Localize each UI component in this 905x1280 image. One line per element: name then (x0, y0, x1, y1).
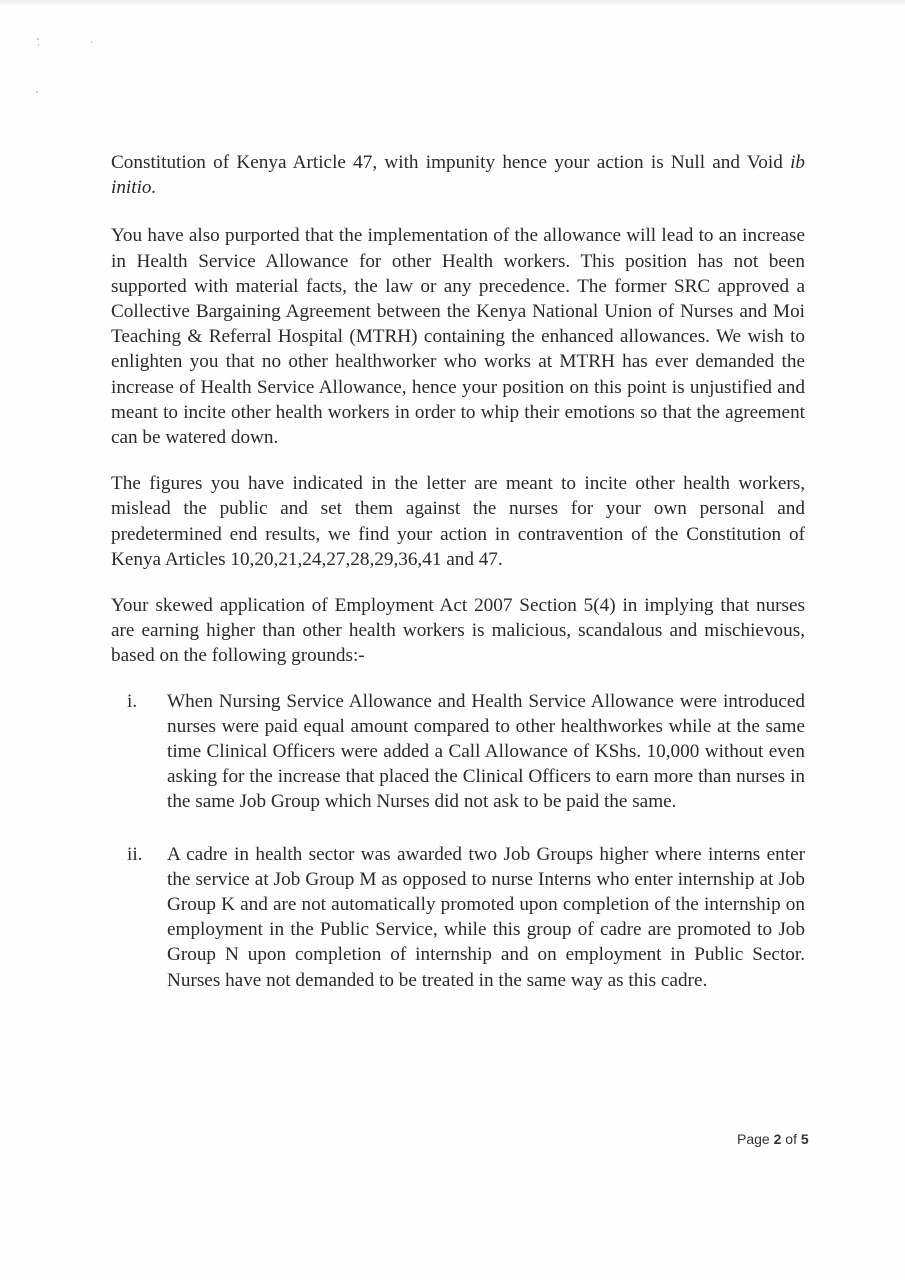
scan-speck (91, 41, 92, 43)
list-marker: i. (127, 690, 138, 712)
grounds-list-item (111, 842, 805, 993)
scan-speck (36, 91, 38, 93)
latin-phrase: ib initio. (111, 152, 805, 199)
total-pages: 5 (800, 1131, 809, 1147)
paragraph-figures-incite: The figures you have indicated in the letter are meant to incite other health workers, mislead the public and set them against the nurses for your own personal and predetermined end results, we find your action in contravention of the Constitution of Kenya Articles 10,20,21,24,27,28,29,36,41 and 47. (111, 473, 805, 570)
scan-speck (37, 38, 39, 40)
paragraph-health-service-allowance: You have also purported that the implementation of the allowance will lead to an increase in Health Service Allowance for other Health workers. This position has not been supported with material facts, the law or any precedence. The former SRC approved a Collective Bargaining Agreement between the Kenya National Union of Nurses and Moi Teaching & Referral Hospital (MTRH) containing the enhanced allowances. We wish to enlighten you that no other healthworker who works at MTRH has ever demanded the increase of Health Service Allowance, hence your position on this point is unjustified and meant to incite other health workers in order to whip their emotions so that the agreement can be watered down. (111, 225, 805, 449)
page-of-label: of (781, 1131, 801, 1147)
paragraph-text: Constitution of Kenya Article 47, with impunity hence your action is Null and Void (111, 152, 791, 173)
scan-top-edge (0, 0, 905, 6)
scan-speck (38, 44, 39, 46)
current-page: 2 (773, 1131, 782, 1147)
list-item-text: When Nursing Service Allowance and Health Service Allowance were introduced nurses were paid equal amount compared to other healthworkes while at the same time Clinical Officers were added a Call Allowance of KShs. 10,000 without even asking for the increase that placed the Clinical Officers to earn more than nurses in the same Job Group which Nurses did not ask to be paid the same. (167, 690, 805, 813)
list-item-text: A cadre in health sector was awarded two Job Groups higher where interns enter the service at Job Group M as opposed to nurse Interns who enter internship at Job Group K and are not automatically promoted upon completion of the internship on employment in the Public Service, while this group of cadre are promoted to Job Group N upon completion of internship and on employment in Public Sector. Nurses have not demanded to be treated in the same way as this cadre. (167, 843, 805, 991)
page-label: Page (737, 1131, 774, 1147)
grounds-list (111, 689, 805, 993)
page-number (737, 1131, 809, 1147)
paragraph-null-and-void (111, 150, 805, 200)
paragraph-employment-act: Your skewed application of Employment Act 2007 Section 5(4) in implying that nurses are earning higher than other health workers is malicious, scandalous and mischievous, based on the following grounds:- (111, 595, 805, 667)
list-marker: ii. (127, 843, 143, 865)
letter-body (111, 150, 805, 993)
grounds-list-item (111, 689, 805, 815)
